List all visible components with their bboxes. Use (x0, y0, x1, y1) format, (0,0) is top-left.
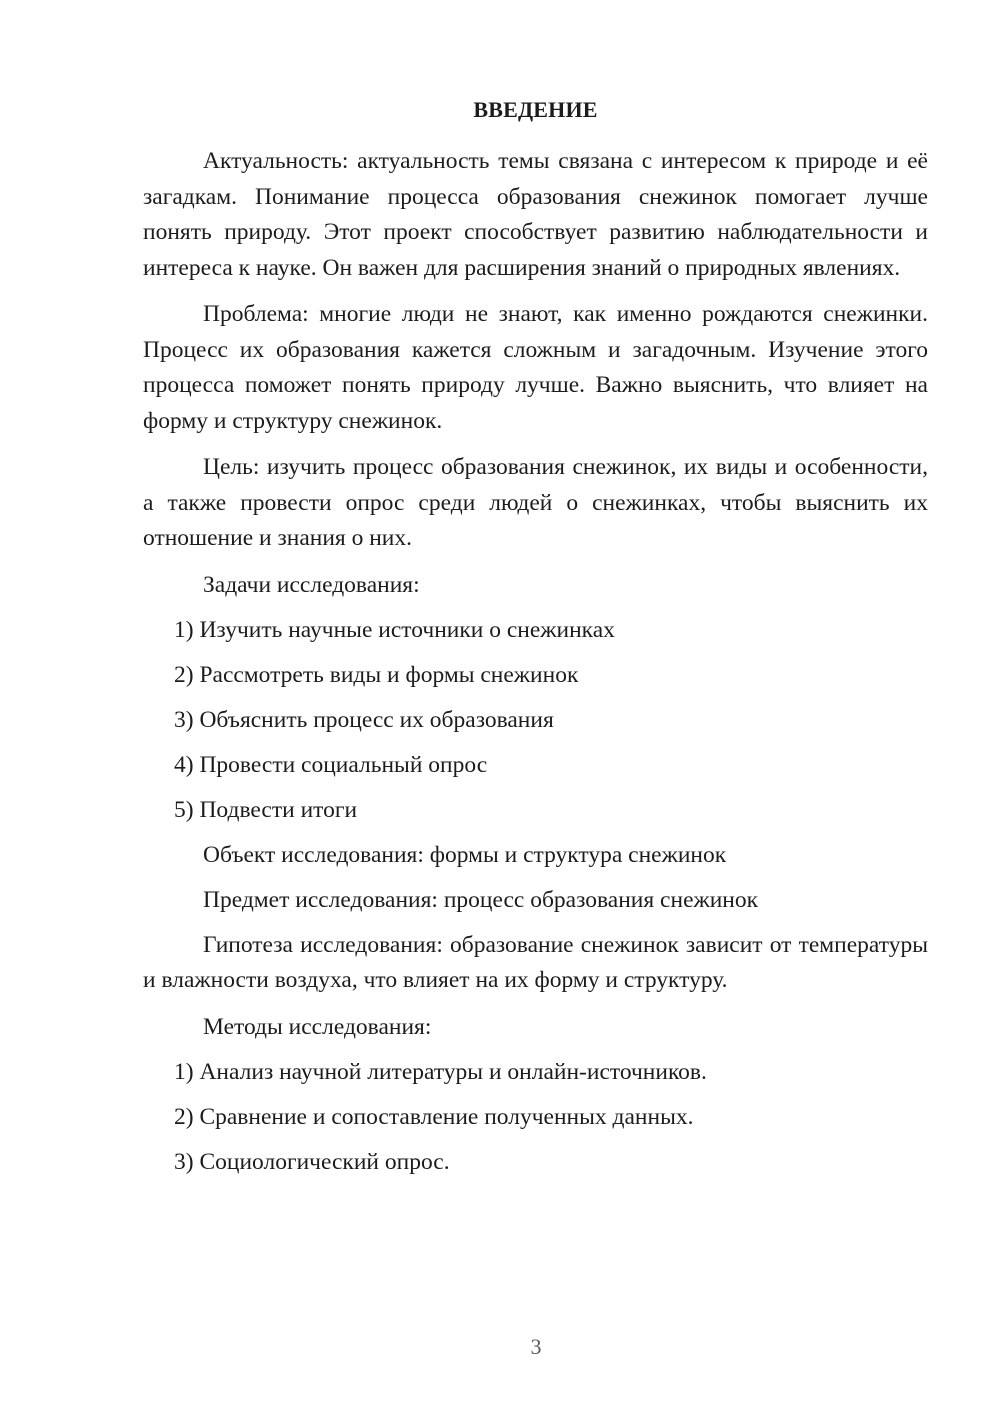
hypothesis-paragraph: Гипотеза исследования: образование снежинок зависит от температуры и влажности воздуха, что влияет на их форму и структуру. (143, 931, 928, 993)
method-item: 1) Анализ научной литературы и онлайн-источников. (174, 1058, 707, 1085)
document-body (143, 96, 928, 1190)
research-subject: Предмет исследования: процесс образования снежинок (203, 886, 759, 913)
research-object: Объект исследования: формы и структура снежинок (203, 841, 727, 868)
task-item: 1) Изучить научные источники о снежинках (174, 616, 615, 643)
tasks-heading: Задачи исследования: (203, 571, 420, 598)
task-item: 4) Провести социальный опрос (174, 751, 488, 778)
task-item: 2) Рассмотреть виды и формы снежинок (174, 661, 579, 688)
relevance-paragraph: Актуальность: актуальность темы связана с интересом к природе и её загадкам. Понимание процесса образования снежинок помогает лучше понять природу. Этот проект способствует развитию наблюдательности и интереса к науке. Он важен для расширения знаний о природных явлениях. (143, 148, 928, 281)
method-item: 3) Социологический опрос. (174, 1148, 450, 1175)
task-item: 3) Объяснить процесс их образования (174, 706, 554, 733)
goal-paragraph: Цель: изучить процесс образования снежинок, их виды и особенности, а также провести опрос среди людей о снежинках, чтобы выяснить их отношение и знания о них. (143, 454, 928, 551)
task-item: 5) Подвести итоги (174, 796, 358, 823)
methods-heading: Методы исследования: (203, 1013, 432, 1040)
page-number: 3 (530, 1334, 542, 1359)
problem-paragraph: Проблема: многие люди не знают, как именно рождаются снежинки. Процесс их образования кажется сложным и загадочным. Изучение этого процесса поможет понять природу лучше. Важно выяснить, что влияет на форму и структуру снежинок. (143, 301, 928, 434)
section-heading: ВВЕДЕНИЕ (473, 97, 598, 122)
method-item: 2) Сравнение и сопоставление полученных данных. (174, 1103, 694, 1130)
